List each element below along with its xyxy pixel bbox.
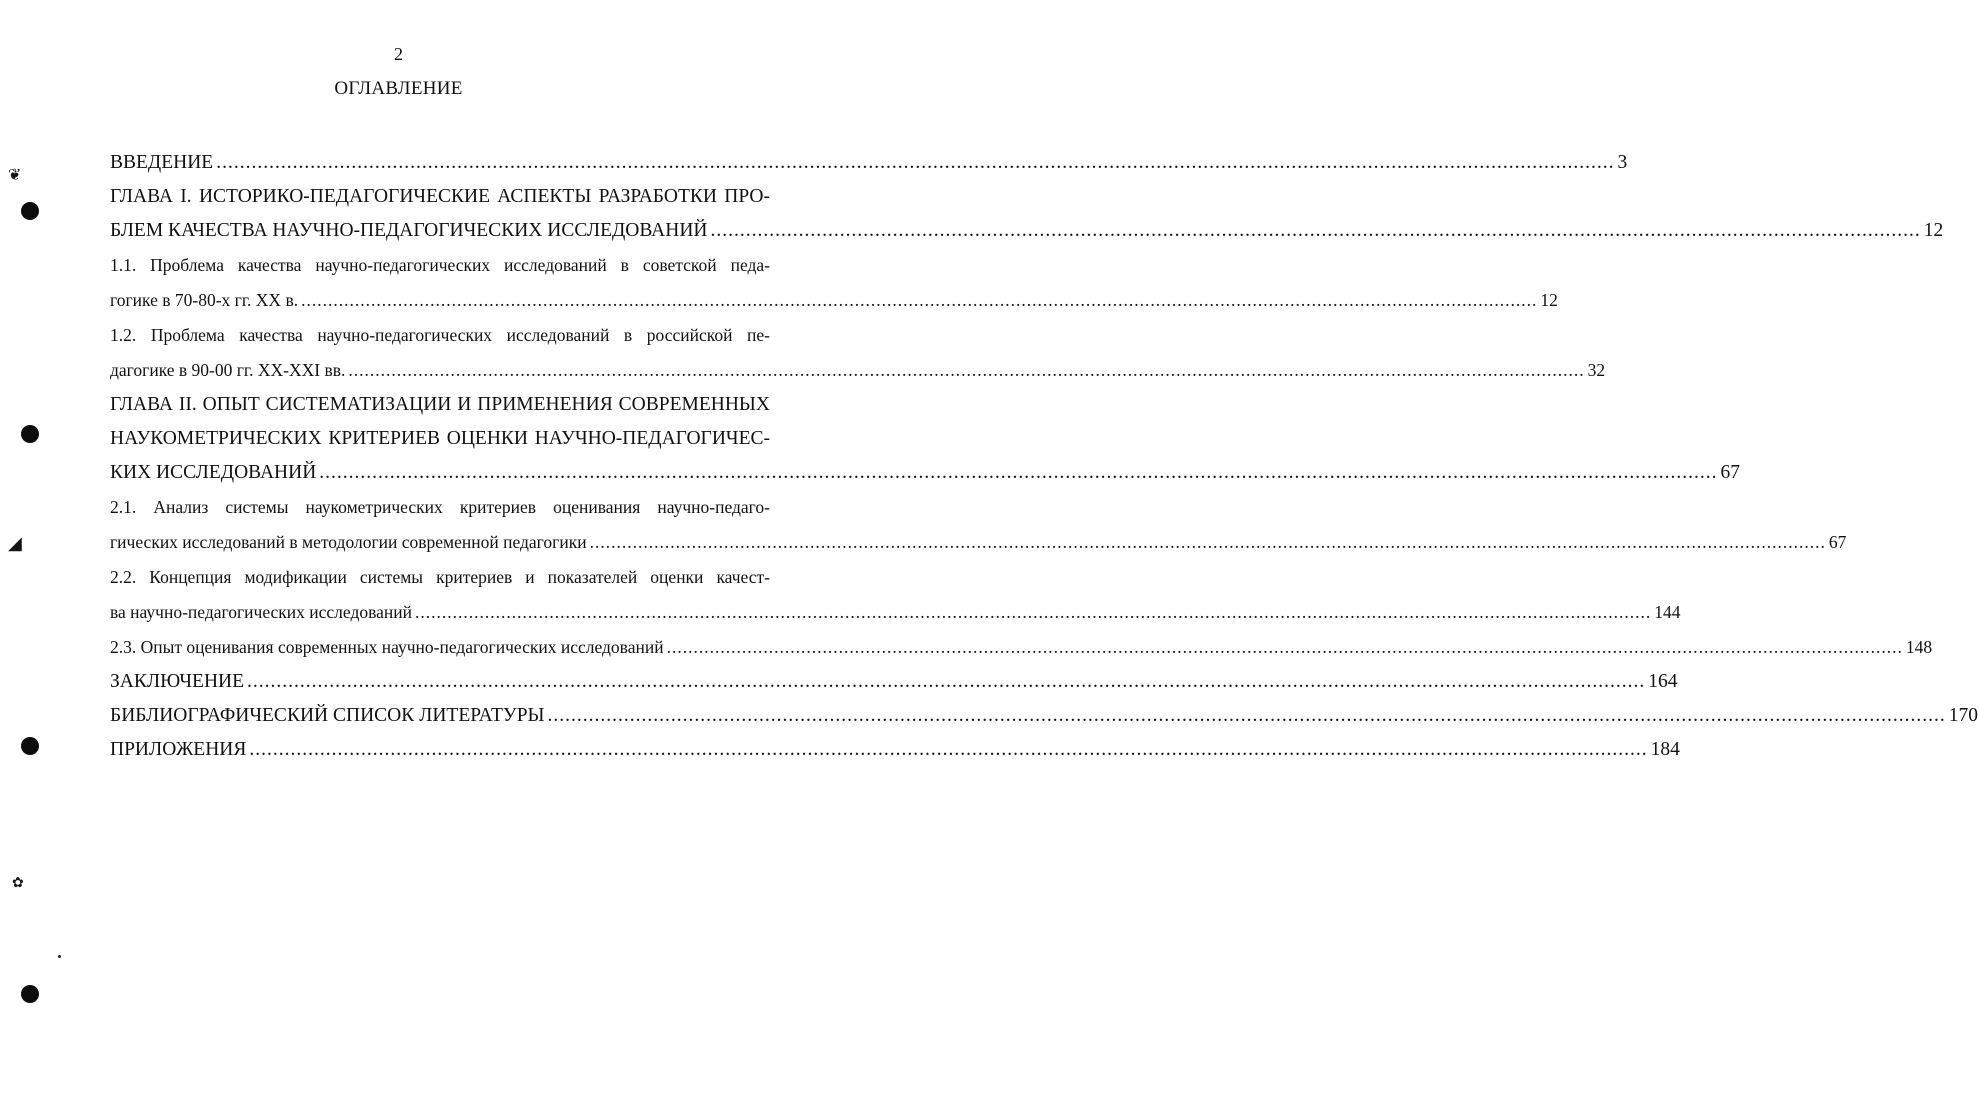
toc-entry-title-line: 1.2. Проблема качества научно-педагогических исследований в российской пе- bbox=[110, 325, 770, 345]
toc-entry-title-line: гогике в 70-80-х гг. XX в. bbox=[110, 290, 299, 310]
leader-dots: ...................................................................................................................................................................................................................................... bbox=[589, 532, 1826, 552]
toc-entry-title-line: 2.2. Концепция модификации системы критериев и показателей оценки качест- bbox=[110, 567, 770, 587]
toc-entry-title-line: НАУКОМЕТРИЧЕСКИХ КРИТЕРИЕВ ОЦЕНКИ НАУЧНО-ПЕДАГОГИЧЕС- bbox=[110, 428, 770, 449]
leader-dots: .............................................................................................................................................................................................................................................. bbox=[547, 705, 1946, 726]
page-number: 2 bbox=[394, 44, 403, 64]
toc-entry-intro[interactable] bbox=[110, 146, 1628, 180]
table-of-contents bbox=[110, 146, 1978, 767]
leader-dots: .............................................................................................................................................................................................................. bbox=[710, 220, 1921, 241]
toc-entry-page: 184 bbox=[1650, 739, 1680, 760]
toc-entry-title-line: БЛЕМ КАЧЕСТВА НАУЧНО-ПЕДАГОГИЧЕСКИХ ИССЛЕДОВАНИЙ bbox=[110, 220, 708, 241]
toc-entry-page: 3 bbox=[1617, 152, 1628, 173]
toc-entry-chapter-1[interactable] bbox=[110, 180, 1944, 248]
binder-hole-2 bbox=[21, 425, 39, 443]
toc-entry-title-line: КИХ ИССЛЕДОВАНИЙ bbox=[110, 462, 317, 483]
toc-entry-title: ВВЕДЕНИЕ bbox=[110, 152, 214, 173]
page-title: ОГЛАВЛЕНИЕ bbox=[334, 78, 463, 99]
toc-entry-page: 32 bbox=[1587, 360, 1606, 380]
toc-entry-title: 2.3. Опыт оценивания современных научно-педагогических исследований bbox=[110, 637, 664, 657]
leader-dots: ...................................................................................................................................................................................................................................... bbox=[301, 290, 1538, 310]
toc-entry-section-1-1[interactable] bbox=[110, 248, 1558, 318]
toc-entry-appendix[interactable] bbox=[110, 733, 1680, 767]
toc-entry-title-line: гических исследований в методологии современной педагогики bbox=[110, 532, 587, 552]
leader-dots: .............................................................................................................................................................................................................................................. bbox=[247, 671, 1646, 692]
toc-entry-page: 67 bbox=[1828, 532, 1847, 552]
toc-entry-page: 170 bbox=[1948, 705, 1978, 726]
leader-dots: ...................................................................................................................................................................................................................................... bbox=[666, 637, 1903, 657]
leader-dots: ...................................................................................................................................................................................................................................... bbox=[348, 360, 1585, 380]
binder-hole-3 bbox=[21, 737, 39, 755]
toc-entry-chapter-2[interactable] bbox=[110, 388, 1741, 490]
toc-entry-title-line: дагогике в 90-00 гг. XX-XXI вв. bbox=[110, 360, 346, 380]
leader-dots: .............................................................................................................................................................................................................................................. bbox=[319, 462, 1718, 483]
toc-entry-page: 148 bbox=[1905, 637, 1933, 657]
toc-entry-page: 67 bbox=[1720, 462, 1741, 483]
toc-entry-title: ЗАКЛЮЧЕНИЕ bbox=[110, 671, 245, 692]
toc-entry-title-line: ва научно-педагогических исследований bbox=[110, 602, 413, 622]
scan-smudge-icon: ✿ bbox=[12, 875, 24, 891]
toc-entry-title: ПРИЛОЖЕНИЯ bbox=[110, 739, 247, 760]
scan-smudge-icon: ◢ bbox=[8, 533, 22, 554]
toc-entry-page: 12 bbox=[1923, 220, 1944, 241]
toc-entry-section-2-1[interactable] bbox=[110, 490, 1847, 560]
leader-dots: ...................................................................................................................................................................................................................................... bbox=[415, 602, 1652, 622]
toc-entry-section-2-2[interactable] bbox=[110, 560, 1681, 630]
toc-entry-page: 164 bbox=[1648, 671, 1678, 692]
toc-entry-page: 144 bbox=[1654, 602, 1681, 622]
leader-dots: .............................................................................................................................................................................................................................................. bbox=[216, 152, 1615, 173]
toc-entry-title-line: 1.1. Проблема качества научно-педагогических исследований в советской педа- bbox=[110, 255, 770, 275]
binder-hole-4 bbox=[21, 985, 39, 1003]
toc-entry-title-line: 2.1. Анализ системы наукометрических критериев оценивания научно-педаго- bbox=[110, 497, 770, 517]
toc-entry-title: БИБЛИОГРАФИЧЕСКИЙ СПИСОК ЛИТЕРАТУРЫ bbox=[110, 705, 545, 726]
toc-entry-page: 12 bbox=[1540, 290, 1558, 310]
toc-entry-bibliography[interactable] bbox=[110, 699, 1978, 733]
toc-entry-conclusion[interactable] bbox=[110, 665, 1678, 699]
toc-entry-section-2-3[interactable] bbox=[110, 630, 1933, 665]
scan-smudge-icon: ❦ bbox=[8, 165, 22, 184]
toc-entry-title-line: ГЛАВА II. ОПЫТ СИСТЕМАТИЗАЦИИ И ПРИМЕНЕНИЯ СОВРЕМЕННЫХ bbox=[110, 394, 770, 415]
leader-dots: .............................................................................................................................................................................................................................................. bbox=[249, 739, 1648, 760]
toc-entry-section-1-2[interactable] bbox=[110, 318, 1606, 388]
binder-hole-1 bbox=[21, 202, 39, 220]
toc-entry-title-line: ГЛАВА I. ИСТОРИКО-ПЕДАГОГИЧЕСКИЕ АСПЕКТЫ РАЗРАБОТКИ ПРО- bbox=[110, 186, 770, 207]
scan-speck bbox=[58, 955, 61, 958]
